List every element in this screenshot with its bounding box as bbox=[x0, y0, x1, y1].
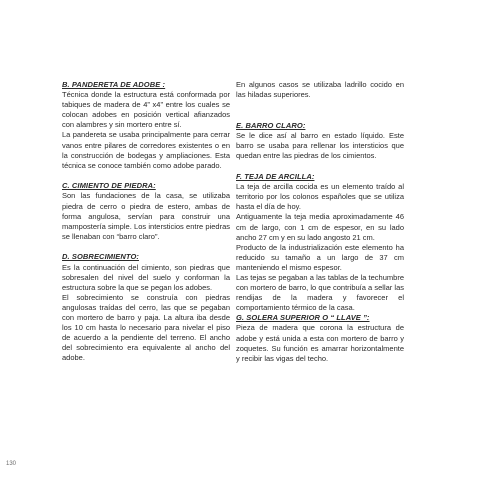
paragraph: Técnica donde la estructura está conformada por tabiques de madera de 4” x4” entre los cuales se colocan adobes en posición vertical afianzados con alambres y sin mortero entre sí. bbox=[62, 90, 230, 130]
paragraph: La teja de arcilla cocida es un elemento traído al territorio por los colonos españoles que se utiliza hasta el día de hoy. bbox=[236, 182, 404, 212]
paragraph: Es la continuación del cimiento, son piedras que sobresalen del nivel del suelo y conforman la estructura sobre la que se pegan los adobes. bbox=[62, 262, 230, 292]
paragraph: Antiguamente la teja media aproximadamente 46 cm de largo, con 1 cm de espesor, en su lado ancho 27 cm y en su lado angosto 21 cm. bbox=[236, 212, 404, 242]
page-number: 130 bbox=[6, 461, 17, 467]
left-text-column bbox=[62, 80, 230, 363]
paragraph: Se le dice así al barro en estado líquido. Este barro se usaba para rellenar los intersticios que quedan entre las piedras de los cimientos. bbox=[236, 131, 404, 161]
paragraph: La pandereta se usaba principalmente para cerrar vanos entre pilares de corredores existentes o en la construcción de bodegas y ampliaciones. Esta técnica se conoce también como adobe parado. bbox=[62, 130, 230, 170]
paragraph: Pieza de madera que corona la estructura de adobe y está unida a esta con mortero de barro y zoquetes. Su función es amarrar horizontalmente y recibir las vigas del techo. bbox=[236, 323, 404, 363]
section-title-solera-superior: G. SOLERA SUPERIOR O “ LLAVE ”: bbox=[236, 313, 370, 323]
section-title-sobrecimiento: D. SOBRECIMIENTO: bbox=[62, 252, 139, 262]
section-title-pandereta-de-adobe: B. PANDERETA DE ADOBE : bbox=[62, 80, 166, 89]
section-title-cimiento-de-piedra: C. CIMIENTO DE PIEDRA: bbox=[62, 181, 156, 191]
paragraph: Las tejas se pegaban a las tablas de la techumbre con mortero de barro, lo que contribuía a sellar las rendijas de la madera y favorecer el comportamiento térmico de la casa. bbox=[236, 273, 404, 313]
section-title-barro-claro: E. BARRO CLARO: bbox=[236, 121, 306, 131]
paragraph: En algunos casos se utilizaba ladrillo cocido en las hiladas superiores. bbox=[236, 80, 404, 100]
section-title-teja-de-arcilla: F. TEJA DE ARCILLA: bbox=[236, 172, 315, 182]
paragraph: Producto de la industrialización este elemento ha reducido su tamaño a un largo de 37 cm manteniendo el mismo espesor. bbox=[236, 242, 404, 272]
paragraph: El sobrecimiento se construía con piedras angulosas traídas del cerro, las que se pegaban con mortero de barro y paja. La altura iba desde los 10 cm hasta lo necesario para nivelar el piso de acuerdo a la pendiente del terreno. El ancho del sobrecimiento era equivalente al ancho del adobe. bbox=[62, 292, 230, 363]
right-text-column bbox=[236, 80, 404, 364]
paragraph: Son las fundaciones de la casa, se utilizaba piedra de cerro o piedra de estero, ambas de forma angulosa, servían para construir una mampostería simple. Los intersticios entre piedras se llenaban con “barro claro”. bbox=[62, 191, 230, 241]
